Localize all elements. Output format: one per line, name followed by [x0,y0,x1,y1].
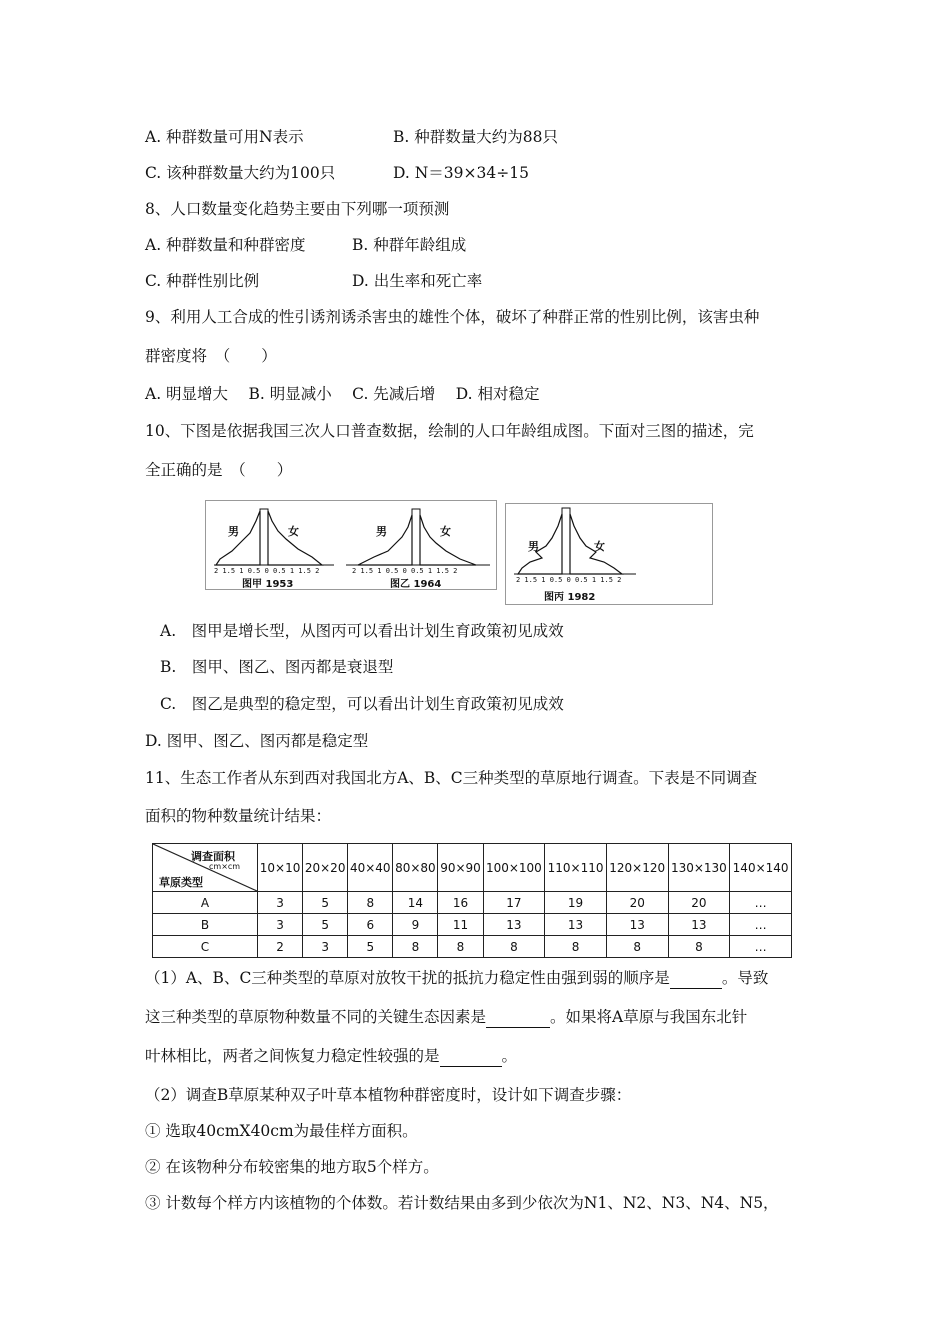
table-cell: 6 [348,914,393,936]
q9-stem-line2: 群密度将 （ ） [145,347,277,365]
figure-caption-1953: 图甲 1953 [242,579,294,590]
table-cell: 3 [258,914,303,936]
q11-part1-line1 [145,968,768,989]
table-cell: 20 [606,892,668,914]
table-cell: 13 [606,914,668,936]
table-row [153,936,792,958]
q11-part1-line2 [145,1007,747,1028]
row-label: C [153,936,258,958]
figure-caption-1982: 图丙 1982 [544,592,596,603]
q11-part1-line3-end: 。 [501,1047,518,1065]
table-cell: 13 [668,914,730,936]
q7-option-d: D. N＝39×34÷15 [393,164,529,182]
table-cell: 20 [668,892,730,914]
table-cell: 8 [348,892,393,914]
q8-option-b: B. 种群年龄组成 [352,236,467,254]
q10-stem-line2: 全正确的是 （ ） [145,461,293,479]
population-pyramids-figure-1-2 [205,500,497,590]
table-cell: 5 [303,914,348,936]
table-cell: 3 [303,936,348,958]
population-pyramid-figure-3 [505,503,713,605]
header-cell: 140×140 [730,844,792,892]
table-cell: … [730,892,792,914]
header-cell: 90×90 [438,844,483,892]
q10-option-a: A. 图甲是增长型，从图丙可以看出计划生育政策初见成效 [160,622,564,640]
q11-step-3: ③ 计数每个样方内该植物的个体数。若计数结果由多到少依次为N1、N2、N3、N4、N5， [145,1194,779,1212]
q11-stem-line1: 11、生态工作者从东到西对我国北方A、B、C三种类型的草原地行调查。下表是不同调查 [145,769,758,787]
corner-type-label: 草原类型 [159,876,203,889]
q10-option-c: C. 图乙是典型的稳定型，可以看出计划生育政策初见成效 [160,695,564,713]
table-cell: … [730,914,792,936]
figure-caption-1964: 图乙 1964 [390,579,442,590]
table-cell: 13 [545,914,607,936]
table-cell: 8 [438,936,483,958]
q7-option-a: A. 种群数量可用N表示 [145,128,304,146]
table-cell: 16 [438,892,483,914]
female-label-1: 女 [288,525,299,538]
header-cell: 100×100 [483,844,545,892]
q11-part2-line1: （2）调查B草原某种双子叶草本植物种群密度时，设计如下调查步骤： [145,1086,632,1104]
axis-ticks-3: 2 1.5 1 0.5 0 0.5 1 1.5 2 [516,576,622,584]
q7-option-b: B. 种群数量大约为88只 [393,128,558,146]
q7-option-c: C. 该种群数量大约为100只 [145,164,336,182]
table-cell: 5 [303,892,348,914]
q11-part1-line1-end: 。导致 [721,969,769,987]
header-cell: 120×120 [606,844,668,892]
table-cell: 11 [438,914,483,936]
q10-option-b: B. 图甲、图乙、图丙都是衰退型 [160,658,394,676]
header-cell: 130×130 [668,844,730,892]
table-header-row [153,844,792,892]
q11-part1-line1-text: （1）A、B、C三种类型的草原对放牧干扰的抵抗力稳定性由强到弱的顺序是 [145,969,670,987]
table-row [153,892,792,914]
species-count-table [152,843,792,958]
q11-step-2: ② 在该物种分布较密集的地方取5个样方。 [145,1158,439,1176]
q9-options: A. 明显增大 B. 明显减小 C. 先减后增 D. 相对稳定 [145,385,540,403]
q11-part1-line2-text: 这三种类型的草原物种数量不同的关键生态因素是 [145,1008,487,1026]
corner-unit-label: cm×cm [209,862,241,871]
header-cell: 40×40 [348,844,393,892]
table-cell: 8 [668,936,730,958]
q10-stem-line1: 10、下图是依据我国三次人口普查数据，绘制的人口年龄组成图。下面对三图的描述，完 [145,422,754,440]
table-cell: 13 [483,914,545,936]
q11-stem-line2: 面积的物种数量统计结果： [145,807,332,825]
pyramid-1982-svg [506,504,712,604]
table-cell: 8 [393,936,438,958]
table-corner-cell [153,844,258,892]
table-cell: 2 [258,936,303,958]
male-label-1: 男 [228,525,239,538]
table-cell: 5 [348,936,393,958]
table-cell: 8 [606,936,668,958]
q8-option-a: A. 种群数量和种群密度 [145,236,306,254]
header-cell: 80×80 [393,844,438,892]
table-cell: 8 [545,936,607,958]
table-cell: 8 [483,936,545,958]
corner-area-label: 调查面积 [191,850,235,863]
q8-stem: 8、人口数量变化趋势主要由下列哪一项预测 [145,200,450,218]
row-label: A [153,892,258,914]
header-cell: 20×20 [303,844,348,892]
q11-part1-line3-text: 叶林相比，两者之间恢复力稳定性较强的是 [145,1047,440,1065]
table-cell: 19 [545,892,607,914]
pyramid-1964 [346,509,490,565]
table-cell: 17 [483,892,545,914]
q11-part1-line2-end: 。如果将A草原与我国东北针 [550,1008,748,1026]
male-label-2: 男 [376,525,387,538]
q11-step-1: ① 选取40cmX40cm为最佳样方面积。 [145,1122,418,1140]
q11-part1-line3 [145,1046,517,1067]
q10-option-d: D. 图甲、图乙、图丙都是稳定型 [145,732,369,750]
q8-option-c: C. 种群性别比例 [145,272,260,290]
q9-stem-line1: 9、利用人工合成的性引诱剂诱杀害虫的雄性个体，破坏了种群正常的性别比例，该害虫种 [145,308,760,326]
answer-blank-2[interactable] [486,1007,550,1028]
header-cell: 110×110 [545,844,607,892]
table-cell: … [730,936,792,958]
table-cell: 9 [393,914,438,936]
header-cell: 10×10 [258,844,303,892]
axis-ticks-2: 2 1.5 1 0.5 0 0.5 1 1.5 2 [352,567,458,575]
table-cell: 14 [393,892,438,914]
female-label-2: 女 [440,525,451,538]
axis-ticks-1: 2 1.5 1 0.5 0 0.5 1 1.5 2 [214,567,320,575]
row-label: B [153,914,258,936]
answer-blank-3[interactable] [440,1046,502,1067]
table-cell: 3 [258,892,303,914]
q8-option-d: D. 出生率和死亡率 [352,272,483,290]
answer-blank-1[interactable] [670,968,722,989]
table-row [153,914,792,936]
male-label-3: 男 [528,540,539,553]
female-label-3: 女 [594,540,605,553]
